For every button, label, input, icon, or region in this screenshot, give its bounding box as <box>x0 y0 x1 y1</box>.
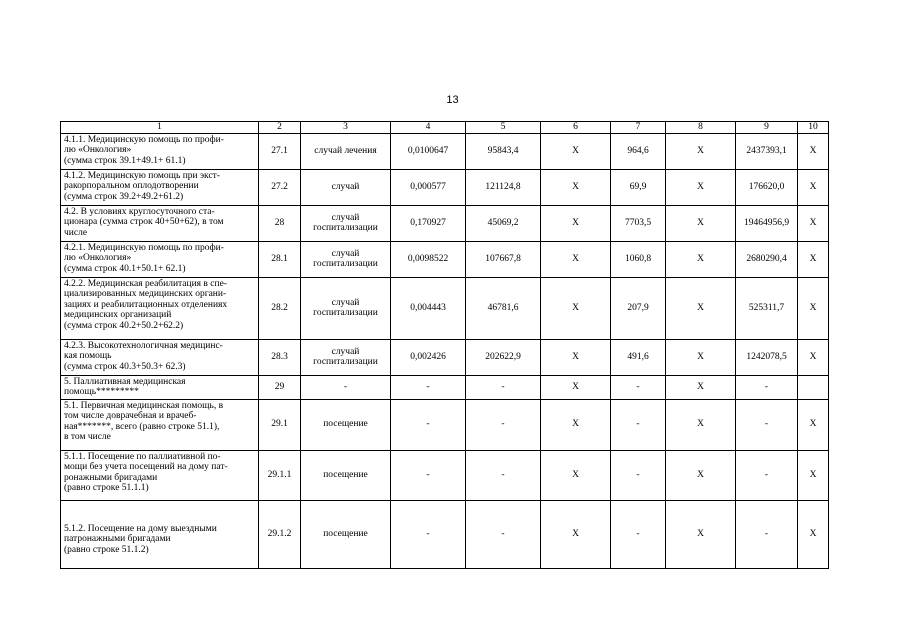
row-unit: случай госпитализации <box>301 205 391 241</box>
row-code: 29.1.2 <box>259 500 301 568</box>
row-cell: 0,0100647 <box>391 133 466 169</box>
table-row <box>61 169 829 205</box>
row-cell: 525311,7 <box>736 277 798 339</box>
row-cell: X <box>541 241 611 277</box>
column-header: 7 <box>611 122 666 134</box>
row-cell: X <box>798 339 829 375</box>
row-cell: X <box>798 277 829 339</box>
column-header: 5 <box>466 122 541 134</box>
row-description: 5.1.1. Посещение по паллиативной по- мощи без учета посещений на дому пат- ронажными бригадами (равно строке 51.1.1) <box>61 450 259 500</box>
row-cell: - <box>736 450 798 500</box>
row-cell: X <box>541 450 611 500</box>
row-cell: X <box>666 169 736 205</box>
row-cell: X <box>798 399 829 450</box>
row-cell: - <box>736 375 798 399</box>
row-cell: X <box>541 133 611 169</box>
column-header: 10 <box>798 122 829 134</box>
row-code: 29.1 <box>259 399 301 450</box>
row-code: 27.2 <box>259 169 301 205</box>
row-unit: посещение <box>301 399 391 450</box>
row-cell: X <box>798 241 829 277</box>
row-cell: 121124,8 <box>466 169 541 205</box>
row-cell: 45069,2 <box>466 205 541 241</box>
row-cell: 19464956,9 <box>736 205 798 241</box>
row-cell: 176620,0 <box>736 169 798 205</box>
header-row <box>61 122 829 134</box>
row-cell: 7703,5 <box>611 205 666 241</box>
row-cell: 0,000577 <box>391 169 466 205</box>
row-cell: - <box>391 500 466 568</box>
row-cell: 0,002426 <box>391 339 466 375</box>
row-cell: X <box>798 133 829 169</box>
row-code: 29.1.1 <box>259 450 301 500</box>
row-cell: - <box>611 500 666 568</box>
row-cell: - <box>391 450 466 500</box>
table-row <box>61 450 829 500</box>
row-cell: 202622,9 <box>466 339 541 375</box>
row-cell: 2437393,1 <box>736 133 798 169</box>
row-code: 27.1 <box>259 133 301 169</box>
row-cell: 491,6 <box>611 339 666 375</box>
row-cell: X <box>798 500 829 568</box>
row-cell: X <box>666 375 736 399</box>
row-cell: - <box>391 375 466 399</box>
row-description: 4.2.1. Медицинскую помощь по профи- лю «Онкология» (сумма строк 40.1+50.1+ 62.1) <box>61 241 259 277</box>
row-cell: X <box>541 169 611 205</box>
row-description: 4.2. В условиях круглосуточного ста- ционара (сумма строк 40+50+62), в том числе <box>61 205 259 241</box>
row-description: 4.2.2. Медицинская реабилитация в спе- циализированных медицинских органи- зациях и реабилитационных отделениях медицинских организаций (сумма строк 40.2+50.2+62.2) <box>61 277 259 339</box>
row-cell: X <box>666 399 736 450</box>
row-cell: X <box>666 205 736 241</box>
row-cell: - <box>611 450 666 500</box>
row-cell: 2680290,4 <box>736 241 798 277</box>
row-unit: случай <box>301 169 391 205</box>
row-code: 29 <box>259 375 301 399</box>
row-description: 5.1.2. Посещение на дому выездными патронажными бригадами (равно строке 51.1.2) <box>61 500 259 568</box>
row-cell: 964,6 <box>611 133 666 169</box>
row-cell: - <box>611 399 666 450</box>
row-unit: случай госпитализации <box>301 241 391 277</box>
table-row <box>61 133 829 169</box>
row-cell: 207,9 <box>611 277 666 339</box>
table-row <box>61 339 829 375</box>
row-cell: X <box>541 339 611 375</box>
row-description: 4.1.1. Медицинскую помощь по профи- лю «Онкология» (сумма строк 39.1+49.1+ 61.1) <box>61 133 259 169</box>
row-cell: X <box>541 500 611 568</box>
row-unit: случай госпитализации <box>301 277 391 339</box>
row-code: 28.1 <box>259 241 301 277</box>
row-cell: X <box>666 241 736 277</box>
row-description: 4.1.2. Медицинскую помощь при экст- ракорпоральном оплодотворении (сумма строк 39.2+49.2+61.2) <box>61 169 259 205</box>
row-cell: X <box>798 169 829 205</box>
row-cell: - <box>736 500 798 568</box>
row-cell: X <box>541 277 611 339</box>
row-cell: X <box>666 277 736 339</box>
row-cell: - <box>611 375 666 399</box>
column-header: 3 <box>301 122 391 134</box>
row-cell: - <box>391 399 466 450</box>
row-cell: X <box>798 205 829 241</box>
row-cell: - <box>736 399 798 450</box>
row-cell: 1060,8 <box>611 241 666 277</box>
row-code: 28 <box>259 205 301 241</box>
row-cell: X <box>666 339 736 375</box>
row-code: 28.2 <box>259 277 301 339</box>
row-cell: 0,0098522 <box>391 241 466 277</box>
table-row <box>61 399 829 450</box>
row-unit: случай госпитализации <box>301 339 391 375</box>
row-cell: X <box>541 205 611 241</box>
row-cell: X <box>666 450 736 500</box>
row-cell: X <box>541 399 611 450</box>
row-cell: 0,170927 <box>391 205 466 241</box>
column-header: 1 <box>61 122 259 134</box>
table-row <box>61 205 829 241</box>
row-cell <box>798 375 829 399</box>
row-cell: - <box>466 450 541 500</box>
row-description: 4.2.3. Высокотехнологичная медицинс- кая помощь (сумма строк 40.3+50.3+ 62.3) <box>61 339 259 375</box>
row-cell: - <box>466 375 541 399</box>
row-cell: 107667,8 <box>466 241 541 277</box>
row-cell: X <box>798 450 829 500</box>
row-cell: X <box>666 133 736 169</box>
column-header: 9 <box>736 122 798 134</box>
row-cell: - <box>466 399 541 450</box>
column-header: 2 <box>259 122 301 134</box>
row-description: 5. Паллиативная медицинская помощь********* <box>61 375 259 399</box>
row-cell: X <box>541 375 611 399</box>
row-cell: 1242078,5 <box>736 339 798 375</box>
row-unit: случай лечения <box>301 133 391 169</box>
column-header: 6 <box>541 122 611 134</box>
row-description: 5.1. Первичная медицинская помощь, в том числе доврачебная и врачеб- ная*******, всего (равно строке 51.1), в том числе <box>61 399 259 450</box>
row-unit: посещение <box>301 450 391 500</box>
row-cell: 95843,4 <box>466 133 541 169</box>
data-table <box>60 121 829 569</box>
table-row <box>61 500 829 568</box>
row-code: 28.3 <box>259 339 301 375</box>
row-cell: 46781,6 <box>466 277 541 339</box>
column-header: 4 <box>391 122 466 134</box>
column-header: 8 <box>666 122 736 134</box>
row-cell: - <box>466 500 541 568</box>
table-row <box>61 277 829 339</box>
page-number: 13 <box>446 94 459 106</box>
row-unit: - <box>301 375 391 399</box>
table-row <box>61 241 829 277</box>
table-row <box>61 375 829 399</box>
row-cell: 69,9 <box>611 169 666 205</box>
row-unit: посещение <box>301 500 391 568</box>
row-cell: X <box>666 500 736 568</box>
row-cell: 0,004443 <box>391 277 466 339</box>
